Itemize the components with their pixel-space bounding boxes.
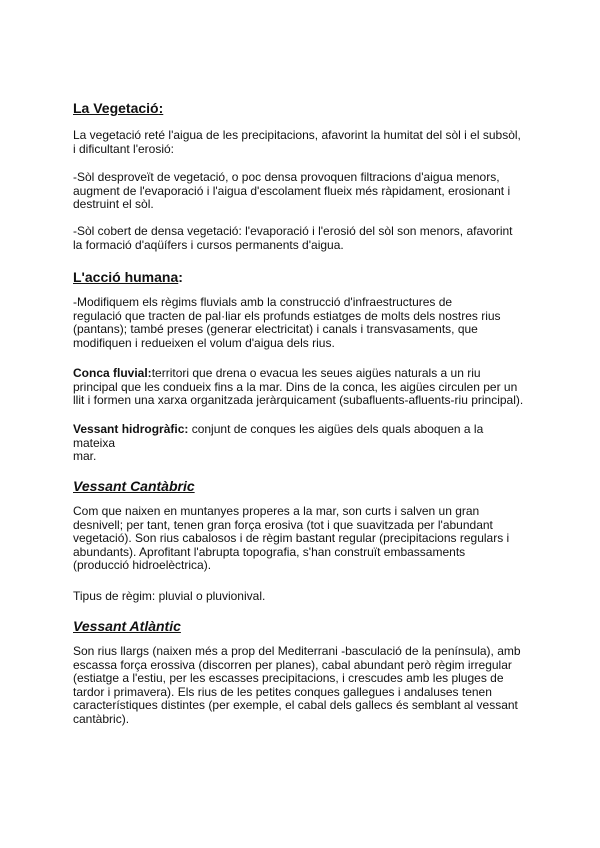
definition-term: Conca fluvial: — [73, 366, 152, 380]
heading-colon: : — [178, 269, 183, 285]
text-line: regulació que tracten de pal·liar els profunds estiatges de molts dels nostres rius — [73, 308, 501, 323]
text-line: territori que drena o evacua les seues aigües naturals a un riu — [151, 366, 481, 380]
text-line: destruint el sòl. — [73, 197, 154, 212]
text-line: la formació d'aqüífers i cursos permanents d'aigua. — [73, 237, 344, 252]
text-line: mar. — [73, 449, 97, 464]
definition-term: Vessant hidrogràfic: — [73, 422, 189, 436]
text-line: i dificultant l'erosió: — [73, 141, 175, 156]
text-line: augment de l'evaporació i l'aigua d'escolament flueix més ràpidament, erosionant i — [73, 183, 511, 198]
atlantic-paragraph — [73, 645, 533, 727]
text-line: La vegetació reté l'aigua de les precipitacions, afavorint la humitat del sòl i el subsòl, — [73, 128, 521, 142]
text-line: desnivell; per tant, tenen gran força erosiva (tot i que suavitzada per l'abundant — [73, 517, 493, 532]
text-line: mateixa — [73, 435, 116, 450]
section-heading-atlantic: Vessant Atlàntic — [73, 618, 181, 634]
text-line: -Sòl desproveït de vegetació, o poc densa provoquen filtracions d'aigua menors, — [73, 170, 500, 184]
text-line: escassa força erossiva (discorren per planes), cabal abundant però règim irregular — [73, 657, 512, 672]
text-line: principal que les condueix fins a la mar. Dins de la conca, les aigües circulen per un — [73, 379, 518, 394]
vegetacio-point-2 — [73, 225, 533, 252]
vessant-definition — [73, 423, 533, 464]
text-line: cantàbric). — [73, 711, 130, 726]
conca-definition — [73, 367, 533, 408]
text-line: (estiatge a l'estiu, per les escasses precipitacions, i crescudes amb les pluges de — [73, 671, 504, 686]
section-heading-cantabric: Vessant Cantàbric — [73, 478, 195, 494]
text-line: -Modifiquem els règims fluvials amb la construcció d'infraestructures de — [73, 295, 453, 309]
heading-colon: : — [158, 100, 164, 116]
vegetacio-point-1 — [73, 171, 533, 212]
heading-text: L'acció humana — [73, 269, 179, 285]
section-heading-accio — [73, 269, 183, 285]
text-line: conjunt de conques les aigües dels quals aboquen a la — [188, 422, 484, 436]
text-line: tardor i primavera). Els rius de les petites conques gallegues i andaluses tenen — [73, 684, 492, 699]
heading-text: La Vegetació — [73, 100, 159, 116]
text-line: (pantans); també preses (generar electricitat) i canals i transvasaments, que — [73, 322, 478, 337]
text-line: Com que naixen en muntanyes properes a la mar, son curts i salven un gran — [73, 504, 480, 518]
accio-paragraph — [73, 296, 533, 350]
text-line: llit i formen una xarxa organitzada jeràrquicament (subafluents-afluents-riu principal). — [73, 393, 524, 408]
text-line: abundants). Aprofitant l'abrupta topografia, s'han construït embassaments — [73, 544, 466, 559]
text-line: Son rius llargs (naixen més a prop del Mediterrani -basculació de la península), amb — [73, 644, 521, 658]
text-line: -Sòl cobert de densa vegetació: l'evaporació i l'erosió del sòl son menors, afavorint — [73, 224, 513, 238]
text-line: modifiquen i redueixen el volum d'aigua dels rius. — [73, 335, 335, 350]
cantabric-regim: Tipus de règim: pluvial o pluvionival. — [73, 589, 266, 603]
section-heading-vegetacio — [73, 100, 163, 116]
cantabric-paragraph — [73, 505, 533, 573]
text-line: vegetació). Son rius cabalosos i de règim bastant regular (precipitacions regulars i — [73, 531, 510, 546]
vegetacio-intro — [73, 129, 533, 156]
text-line: (producció hidroelèctrica). — [73, 558, 212, 573]
text-line: característiques distintes (per exemple, el cabal dels gallecs és semblant al vessant — [73, 698, 518, 713]
